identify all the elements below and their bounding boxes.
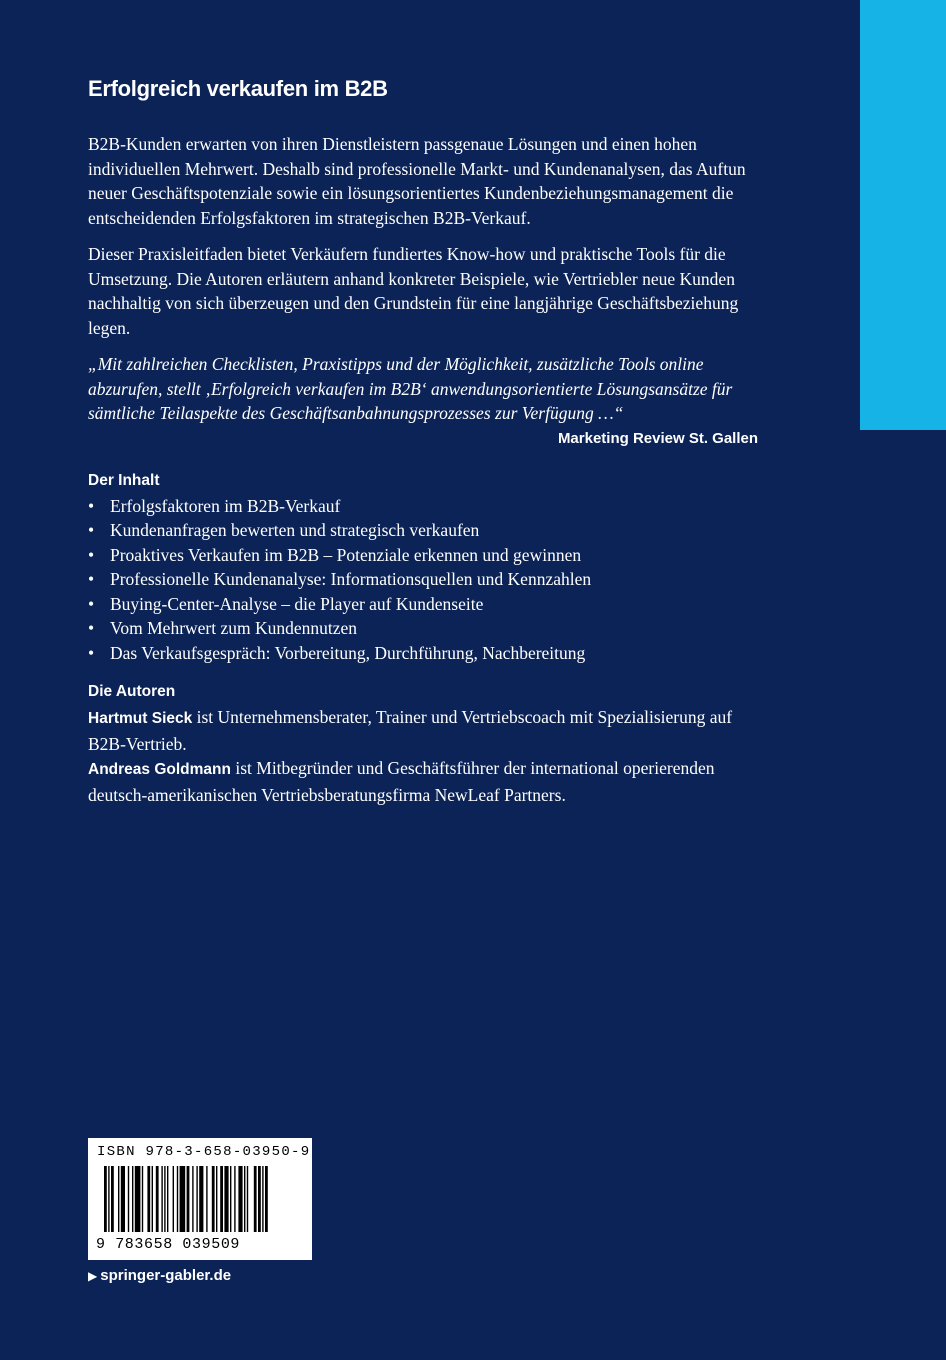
- bullet-icon: •: [88, 495, 95, 516]
- review-source: Marketing Review St. Gallen: [557, 429, 758, 447]
- list-item: • Kundenanfragen bewerten und strategisch verkaufen: [88, 518, 758, 543]
- author-bio: ist Unternehmensberater, Trainer und Vertriebscoach mit Spezialisierung auf B2B-Vertrieb.: [88, 707, 733, 754]
- isbn-label: ISBN 978-3-658-03950-9: [97, 1144, 311, 1160]
- ean-digits: 9 783658 039509: [96, 1236, 241, 1253]
- author-name: Andreas Goldmann: [88, 761, 231, 778]
- barcode-bar: [167, 1166, 168, 1232]
- contents-heading: Der Inhalt: [88, 471, 160, 489]
- bullet-icon: •: [88, 520, 95, 540]
- barcode-bar: [161, 1166, 162, 1232]
- contents-list: [88, 494, 758, 666]
- barcode-bar: [104, 1166, 107, 1232]
- barcode-bar: [206, 1166, 207, 1232]
- barcode-bar: [128, 1166, 129, 1232]
- intro-paragraph-1: B2B-Kunden erwarten von ihren Dienstleistern passgenaue Lösungen und einen hohen individuellen Mehrwert. Deshalb sind professionelle Markt- und Kundenanalysen, das Auftun neuer Geschäftspotenziale sowie ein lösungsorientiertes Kundenbeziehungsmanagement die entscheidenden Erfolgsfaktoren im strategischen B2B-Verkauf.: [88, 134, 746, 228]
- bullet-icon: •: [88, 569, 95, 589]
- barcode-bar: [152, 1166, 153, 1232]
- barcode-bar: [180, 1166, 186, 1232]
- intro-paragraph-2: Dieser Praxisleitfaden bietet Verkäufern fundiertes Know-how und praktische Tools für die Umsetzung. Die Autoren erläutern anhand konkreter Beispiele, wie Vertriebler neue Kunden nachhaltig von sich überzeugen und den Grundstein für eine langjährige Geschäftsbeziehung legen.: [88, 244, 739, 338]
- bullet-icon: •: [88, 642, 95, 663]
- isbn-barcode: [88, 1138, 312, 1260]
- barcode-bar: [216, 1166, 217, 1232]
- barcode-bar: [262, 1166, 263, 1232]
- barcode-bar: [258, 1166, 261, 1232]
- barcode-bar: [177, 1166, 178, 1232]
- publisher-link[interactable]: [88, 1265, 231, 1287]
- barcode-bar: [230, 1166, 231, 1232]
- barcode-bar: [187, 1166, 190, 1232]
- barcode-bar: [247, 1166, 248, 1232]
- barcode-bar: [238, 1166, 242, 1232]
- barcode-bar: [135, 1166, 141, 1232]
- barcode-bar: [244, 1166, 245, 1232]
- bullet-icon: •: [88, 544, 95, 565]
- barcode-bar: [132, 1166, 133, 1232]
- barcode-bar: [192, 1166, 193, 1232]
- list-item: • Proaktives Verkaufen im B2B – Potenziale erkennen und gewinnen: [88, 543, 758, 568]
- author-name: Hartmut Sieck: [88, 710, 193, 727]
- bullet-icon: •: [88, 618, 95, 638]
- publisher-link-text: springer-gabler.de: [100, 1267, 232, 1284]
- barcode-bar: [156, 1166, 159, 1232]
- list-item: • Professionelle Kundenanalyse: Informationsquellen und Kennzahlen: [88, 567, 758, 592]
- barcode-bar: [118, 1166, 119, 1232]
- author-bio: ist Mitbegründer und Geschäftsführer der international operierenden deutsch-amerikanischen Vertriebsberatungsfirma NewLeaf Partners.: [88, 758, 715, 805]
- authors-heading: Die Autoren: [88, 683, 176, 700]
- author-entry-goldmann: [88, 756, 758, 807]
- barcode-bar: [265, 1166, 268, 1232]
- bullet-icon: •: [88, 593, 95, 614]
- list-item: • Vom Mehrwert zum Kundennutzen: [88, 616, 758, 641]
- barcode-bar: [224, 1166, 228, 1232]
- barcode-bar: [111, 1166, 114, 1232]
- barcode-bar: [212, 1166, 215, 1232]
- barcode-bar: [147, 1166, 150, 1232]
- barcode-bar: [108, 1166, 109, 1232]
- barcode-bar: [164, 1166, 165, 1232]
- barcode-bar: [254, 1166, 257, 1232]
- review-quote: „Mit zahlreichen Checklisten, Praxistipps und der Möglichkeit, zusätzliche Tools online abzurufen, stellt ‚Erfolgreich verkaufen im B2B‘ anwendungsorientierte Lösungsansätze für sämtliche Teilaspekte des Geschäftsanbahnungsprozesses zur Verfügung …“: [88, 354, 733, 423]
- author-entry-sieck: [88, 705, 758, 756]
- barcode-bar: [121, 1166, 125, 1232]
- barcode-bar: [220, 1166, 223, 1232]
- barcode-bars: [96, 1166, 304, 1236]
- barcode-bar: [173, 1166, 174, 1232]
- barcode-bar: [234, 1166, 235, 1232]
- book-title: Erfolgreich verkaufen im B2B: [88, 76, 388, 101]
- barcode-bar: [142, 1166, 143, 1232]
- arrow-right-icon: ▶: [88, 1269, 98, 1283]
- accent-bar: [860, 0, 946, 430]
- barcode-bar: [199, 1166, 203, 1232]
- list-item: • Buying-Center-Analyse – die Player auf Kundenseite: [88, 592, 758, 617]
- list-item: • Das Verkaufsgespräch: Vorbereitung, Durchführung, Nachbereitung: [88, 641, 758, 666]
- barcode-bar: [196, 1166, 197, 1232]
- list-item: • Erfolgsfaktoren im B2B-Verkauf: [88, 494, 758, 519]
- back-cover-text: [88, 74, 758, 807]
